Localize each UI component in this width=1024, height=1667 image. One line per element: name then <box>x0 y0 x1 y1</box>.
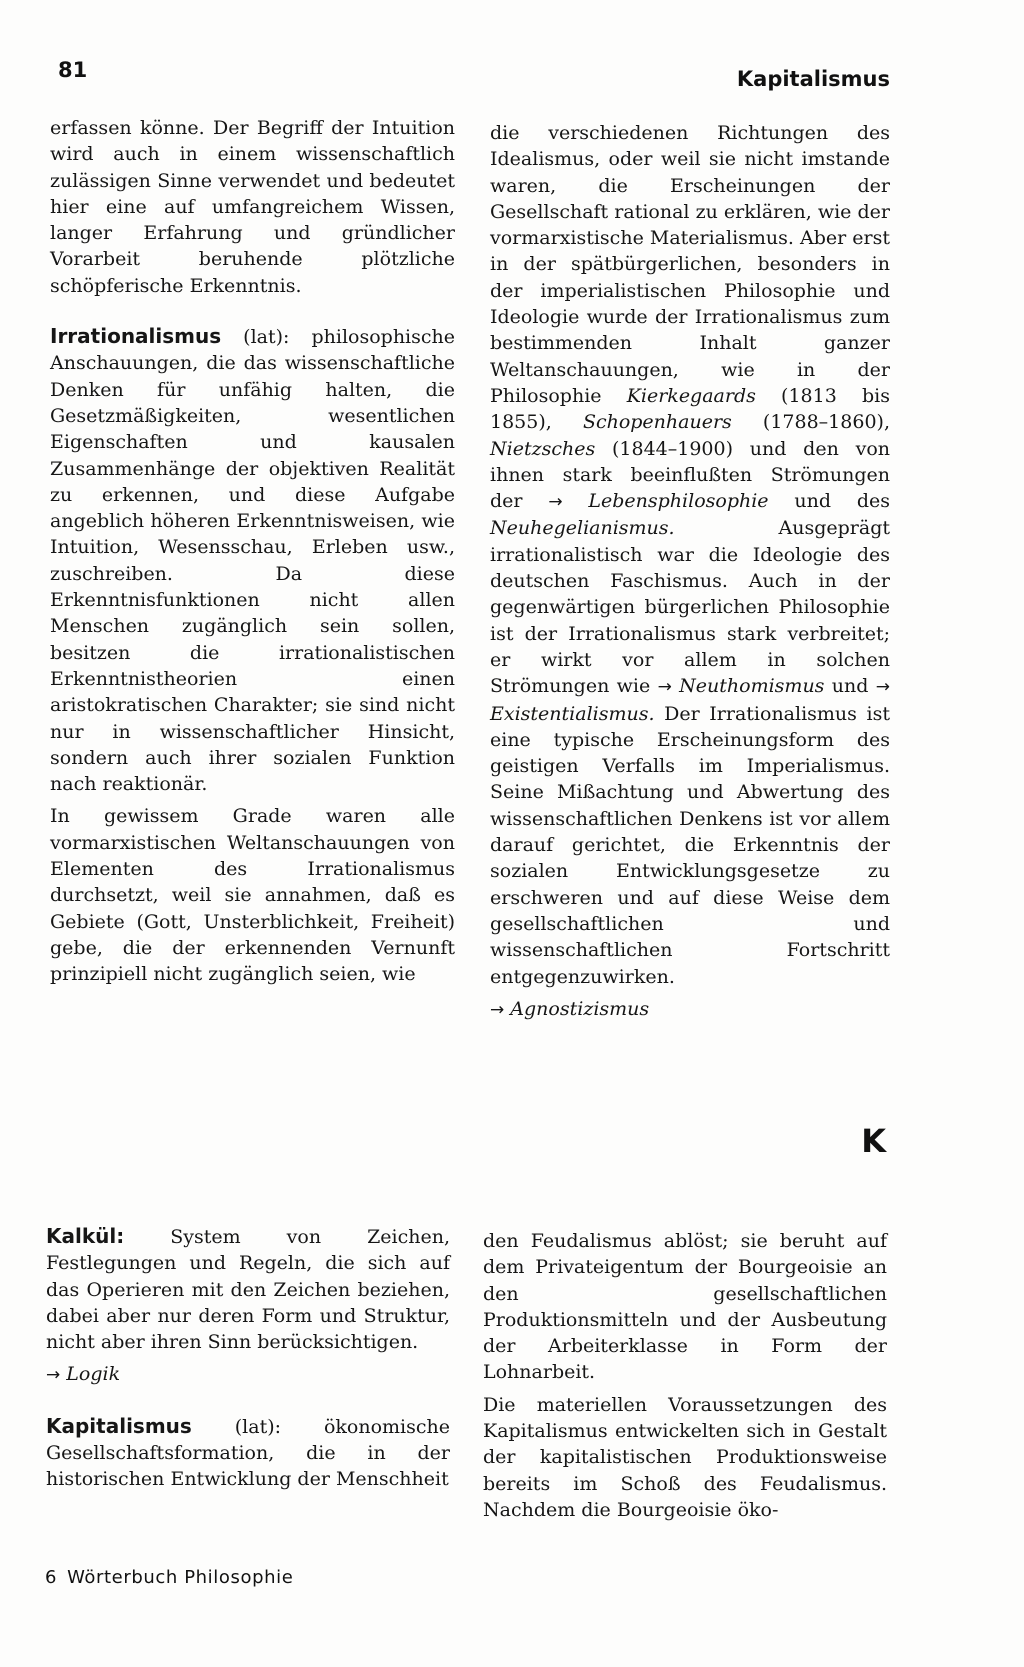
name-schopenhauer: Schopenhauers <box>582 411 732 434</box>
cross-reference-lebensphilosophie[interactable]: Lebensphilosophie <box>588 490 769 513</box>
cross-reference-arrow-icon: → <box>875 677 890 698</box>
entry-definition: (lat): ökonomische Gesellschaftsformation, die in der historischen Entwicklung der Menschheit <box>46 1415 450 1491</box>
entry-term-kapitalismus: Kapitalismus <box>46 1413 192 1438</box>
cross-reference-agnostizismus[interactable]: Agnostizismus <box>510 997 650 1020</box>
kapitalismus-entry <box>46 1413 450 1493</box>
name-nietzsche: Nietzsches <box>490 437 596 460</box>
signature-number: 6 <box>45 1567 58 1588</box>
cross-reference-neuthomismus[interactable]: Neuthomismus <box>679 675 825 698</box>
cross-reference-existentialismus[interactable]: Existentialismus. <box>490 702 655 725</box>
kapitalismus-paragraph-1-continuation: den Feudalismus ablöst; sie beruht auf dem Privateigentum der Bourgeoisie an den gesellschaftlichen Produktionsmitteln und der Ausbeutung der Arbeiterklasse in Form der Lohnarbeit. <box>483 1230 887 1384</box>
irrationalismus-paragraph-2: In gewissem Grade waren alle vormarxistischen Weltanschauungen von Elementen des Irrationalismus durchsetzt, weil sie annahmen, daß es Gebiete (Gott, Unsterblichkeit, Freiheit) gebe, die der erkennenden Vernunft prinzipiell nicht zugänglich seien, wie <box>50 805 455 986</box>
kalkuel-entry <box>46 1223 450 1355</box>
entry-definition: System von Zeichen, Festlegungen und Regeln, die sich auf das Operieren mit den Zeichen beziehen, dabei aber nur deren Form und Struktur, nicht aber ihren Sinn berücksichtigen. <box>46 1226 450 1354</box>
irrationalismus-entry <box>50 323 455 797</box>
column-top-left <box>50 115 455 988</box>
text-run: die verschiedenen Richtungen des Idealismus, oder weil sie nicht imstande waren, die Erscheinungen der Gesellschaft rational zu erklären, wie der vormarxistische Materialismus. Aber erst in der spätbürgerlichen, besonders in der imperialistischen Philosophie und Ideologie wurde der Irrationalismus zum bestimmenden Inhalt ganzer Weltanschauungen, wie in der Philosophie <box>490 122 890 407</box>
term-neuhegelianismus: Neuhegelianismus. <box>490 517 675 540</box>
section-letter: K <box>861 1122 886 1160</box>
text-run: (1844–1900) und den von ihnen stark beeinflußten Strömungen der <box>490 437 890 513</box>
name-kierkegaard: Kierkegaards <box>626 384 756 407</box>
text-run: (1813 bis 1855), <box>490 384 890 434</box>
footer-signature <box>45 1567 293 1588</box>
cross-reference-arrow-icon: → <box>548 492 563 513</box>
text-run: und <box>824 675 876 698</box>
entry-definition: (lat): philosophische Anschauungen, die das wissenschaftliche Denken für unfähig halten, die Gesetzmäßigkeiten, wesentlichen Eigenschaften und kausalen Zusammenhänge der objektiven Realität zu erkennen, und diese Aufgabe angeblich höheren Erkenntnisweisen, wie Intuition, Wesensschau, Erleben usw., zuschreiben. Da diese Erkenntnisfunktionen nicht allen Menschen zugänglich sein sollen, besitzen die irrationalistischen Erkenntnistheorien einen aristokratischen Charakter; sie sind nicht nur in wissenschaftlicher Hinsicht, sondern auch ihrer sozialen Funktion nach reaktionär. <box>50 326 455 796</box>
text-run: und des <box>768 490 890 513</box>
page-number: 81 <box>58 58 88 82</box>
column-bottom-right <box>483 1228 887 1523</box>
entry-term-kalkuel: Kalkül: <box>46 1224 125 1248</box>
book-title: Wörterbuch Philosophie <box>67 1567 294 1588</box>
cross-reference-arrow-icon: → <box>46 1365 61 1386</box>
intuition-entry-continuation: erfassen könne. Der Begriff der Intuition wird auch in einem wissenschaftlich zulässigen Sinne verwendet und bedeutet hier eine auf umfangreichem Wissen, langer Erfahrung und gründlicher Vorarbeit beruhende plötzliche schöpferische Erkenntnis. <box>50 117 455 297</box>
cross-reference-arrow-icon: → <box>490 999 505 1020</box>
see-also-line <box>490 996 890 1023</box>
cross-reference-logik[interactable]: Logik <box>66 1363 121 1386</box>
text-run: Der Irrationalismus ist eine typische Erscheinungsform des geistigen Verfalls im Imperialismus. Seine Mißachtung und Abwertung des wissenschaftlichen Denkens ist vor allem darauf gerichtet, die Erkenntnis der sozialen Entwicklungsgesetze zu erschweren und auf diese Weise dem gesellschaftlichen und wissenschaftlichen Fortschritt entgegenzuwirken. <box>490 702 890 988</box>
text-run: Ausgeprägt irrationalistisch war die Ideologie des deutschen Faschismus. Auch in der gegenwärtigen bürgerlichen Philosophie ist der Irrationalismus stark verbreitet; er wirkt vor allem in solchen Strömungen wie <box>490 517 890 698</box>
kapitalismus-paragraph-2: Die materiellen Voraussetzungen des Kapitalismus entwickelten sich in Gestalt der kapitalistischen Produktionsweise bereits im Schoß des Feudalismus. Nachdem die Bourgeoisie öko- <box>483 1393 887 1521</box>
entry-term-irrationalismus: Irrationalismus <box>50 324 222 349</box>
text-run: (1788–1860), <box>731 411 890 434</box>
see-also-line <box>46 1361 450 1388</box>
column-bottom-left <box>46 1223 450 1493</box>
cross-reference-arrow-icon: → <box>657 677 672 698</box>
running-head: Kapitalismus <box>736 67 890 91</box>
column-top-right <box>490 120 890 1023</box>
irrationalismus-paragraph-2-continuation <box>490 120 890 990</box>
